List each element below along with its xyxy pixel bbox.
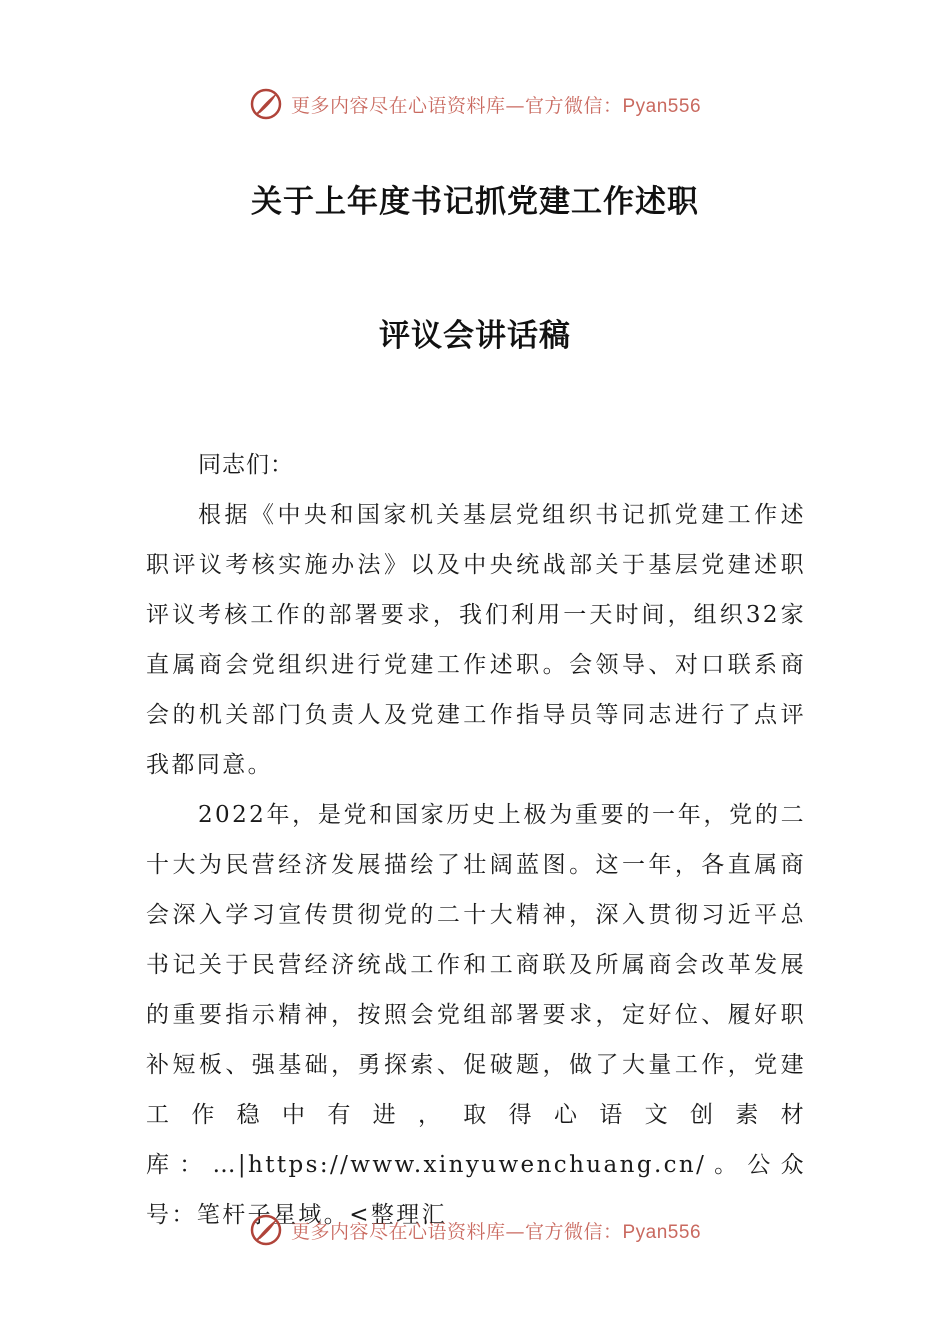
wechat-id: Pyan556	[622, 1221, 702, 1243]
salutation: 同志们：	[198, 452, 294, 478]
quill-pen-logo-icon	[249, 87, 283, 121]
paragraph-2: 2022年，是党和国家历史上极为重要的一年，党的二十大为民营经济发展描绘了壮阔蓝图。这一年，各直属商会深入学习宣传贯彻党的二十大精神，深入贯彻习近平总书记关于民营经济统战工作和工商联及所属商会改革发展的重要指示精神，按照会党组部署要求，定好位、履好职补短板、强基础，勇探索、促破题，做了大量工作，党建工作稳中有进，取得心语文创素材库：…|https://www.xinyuwenchuang.cn/。公众号：笔杆子星域。<整理汇	[146, 802, 806, 1228]
paragraph-1: 根据《中央和国家机关基层党组织书记抓党建工作述职评议考核实施办法》以及中央统战部关于基层党建述职评议考核工作的部署要求，我们利用一天时间，组织32家直属商会党组织进行党建工作述职。会领导、对口联系商会的机关部门负责人及党建工作指导员等同志进行了点评我都同意。	[146, 502, 806, 778]
header-watermark	[0, 84, 950, 124]
document-title-line1: 关于上年度书记抓党建工作述职	[251, 184, 699, 220]
watermark-text: 更多内容尽在心语资料库—官方微信：Pyan556	[290, 1220, 702, 1243]
watermark-text: 更多内容尽在心语资料库—官方微信：Pyan556	[290, 94, 702, 117]
wechat-id: Pyan556	[622, 95, 702, 117]
document-title-line2: 评议会讲话稿	[379, 318, 571, 354]
footer-watermark	[0, 1210, 950, 1250]
quill-pen-logo-icon	[249, 1213, 283, 1247]
document-body	[146, 440, 806, 1240]
